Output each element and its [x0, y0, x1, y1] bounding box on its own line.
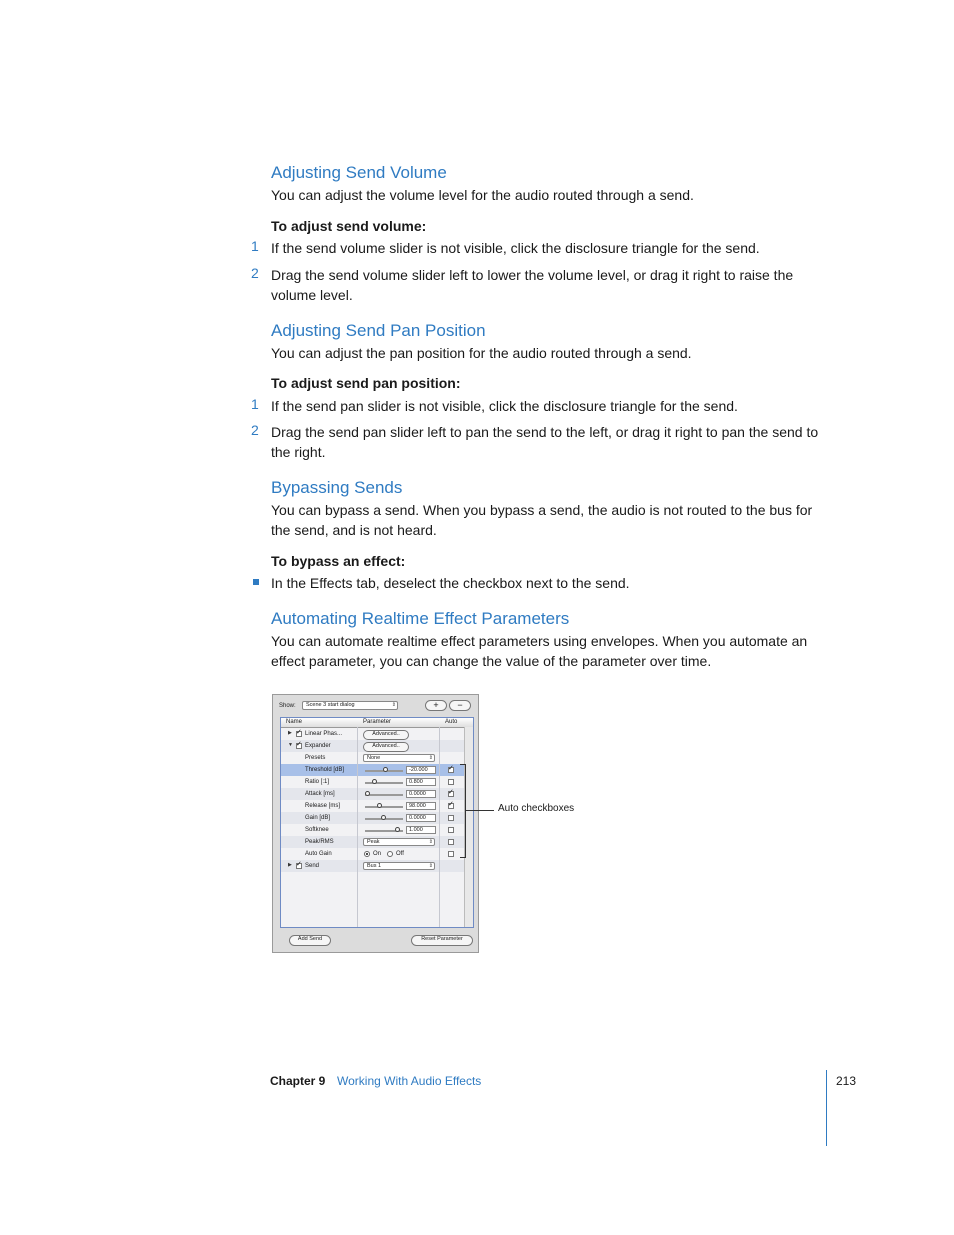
radio-label-on: On [373, 851, 382, 857]
table-row [281, 752, 465, 764]
paragraph: You can automate realtime effect parameters using envelopes. When you automate an effect parameter, you can change the value of the parameter over time. [271, 633, 808, 669]
plus-icon: + [433, 700, 439, 710]
auto-gain-on-radio[interactable] [364, 851, 370, 857]
step-number: 2 [251, 422, 259, 438]
row-name: Presets [305, 755, 326, 761]
column-divider [439, 727, 440, 927]
auto-checkbox[interactable] [448, 839, 454, 845]
column-divider [357, 727, 358, 927]
bullet-text: In the Effects tab, deselect the checkbox next to the send. [271, 575, 630, 591]
add-send-button[interactable]: Add Send [289, 935, 331, 946]
parameter-select[interactable] [363, 754, 435, 762]
reset-parameter-button[interactable]: Reset Parameter [411, 935, 473, 946]
table-row [281, 800, 465, 812]
table-row [281, 860, 465, 872]
effects-panel-figure [272, 694, 479, 953]
column-header-parameter: Parameter [363, 719, 392, 725]
auto-gain-off-radio[interactable] [387, 851, 393, 857]
parameter-value-field[interactable]: 0.0000 [406, 790, 436, 798]
column-header-name: Name [286, 719, 303, 725]
row-name: Threshold [dB] [305, 767, 345, 773]
row-name: Softknee [305, 827, 329, 833]
column-header-auto: Auto [445, 719, 458, 725]
task-heading: To adjust send pan position: [271, 375, 461, 391]
effect-enable-checkbox[interactable] [296, 863, 302, 869]
table-row [281, 836, 465, 848]
parameter-value-field[interactable]: 98.000 [406, 802, 436, 810]
slider-knob[interactable] [365, 791, 370, 796]
auto-checkbox[interactable] [448, 779, 454, 785]
table-row [281, 764, 465, 776]
row-name: Ratio [:1] [305, 779, 330, 785]
paragraph: You can bypass a send. When you bypass a send, the audio is not routed to the bus for the send, and is not heard. [271, 502, 813, 538]
select-value: None [367, 755, 381, 761]
page-number: 213 [836, 1074, 857, 1088]
heading-automating-parameters: Automating Realtime Effect Parameters [271, 609, 570, 628]
auto-checkbox[interactable] [448, 767, 454, 773]
step-number: 1 [251, 396, 259, 412]
heading-adjusting-send-volume: Adjusting Send Volume [271, 163, 447, 182]
table-row [281, 740, 465, 752]
table-row [281, 824, 465, 836]
parameter-select[interactable] [363, 838, 435, 846]
parameter-value-field[interactable]: 1.000 [406, 826, 436, 834]
paragraph: You can adjust the volume level for the audio routed through a send. [271, 187, 694, 203]
effect-enable-checkbox[interactable] [296, 743, 302, 749]
advanced-button[interactable]: Advanced.. [363, 742, 409, 752]
table-row [281, 812, 465, 824]
parameters-table [280, 717, 474, 928]
step-text: Drag the send pan slider left to pan the send to the left, or drag it right to pan the send to the right. [271, 424, 819, 460]
row-name: Attack [ms] [305, 791, 335, 797]
parameter-value-field[interactable]: 0.0000 [406, 814, 436, 822]
radio-label-off: Off [396, 851, 404, 857]
task-heading: To adjust send volume: [271, 218, 427, 234]
step-number: 1 [251, 238, 259, 254]
footer-chapter: Chapter 9 [270, 1074, 326, 1088]
disclosure-triangle-right-icon[interactable]: ▶ [288, 730, 292, 736]
parameter-slider[interactable] [365, 806, 403, 808]
step-number: 2 [251, 265, 259, 281]
step-text: If the send volume slider is not visible, click the disclosure triangle for the send. [271, 240, 760, 256]
row-name: Release [ms] [305, 803, 341, 809]
paragraph: You can adjust the pan position for the audio routed through a send. [271, 345, 692, 361]
remove-effect-button[interactable] [449, 700, 471, 711]
footer-rule [826, 1070, 827, 1146]
select-value: Peak [367, 839, 380, 845]
task-heading: To bypass an effect: [271, 553, 406, 569]
chevron-updown-icon: ⇕ [428, 839, 433, 845]
slider-knob[interactable] [395, 827, 400, 832]
table-row [281, 848, 465, 860]
advanced-button[interactable]: Advanced.. [363, 730, 409, 740]
auto-checkbox[interactable] [448, 827, 454, 833]
heading-adjusting-send-pan: Adjusting Send Pan Position [271, 321, 486, 340]
disclosure-triangle-down-icon[interactable]: ▼ [288, 742, 293, 748]
parameter-select[interactable] [363, 862, 435, 870]
auto-checkbox[interactable] [448, 815, 454, 821]
parameter-slider[interactable] [365, 794, 403, 796]
bullet-icon [253, 579, 259, 585]
slider-knob[interactable] [381, 815, 386, 820]
disclosure-triangle-right-icon[interactable]: ▶ [288, 862, 292, 868]
parameter-slider[interactable] [365, 782, 403, 784]
add-effect-button[interactable] [425, 700, 447, 711]
show-select-value: Scene 3 start dialog [306, 702, 355, 708]
row-name: Expander [305, 743, 331, 749]
table-row [281, 728, 465, 740]
table-row [281, 788, 465, 800]
table-header [281, 718, 473, 728]
chevron-updown-icon: ⇕ [391, 702, 396, 708]
step-text: If the send pan slider is not visible, click the disclosure triangle for the send. [271, 398, 738, 414]
chevron-updown-icon: ⇕ [428, 863, 433, 869]
slider-knob[interactable] [377, 803, 382, 808]
step-text: Drag the send volume slider left to lower the volume level, or drag it right to raise the volume level. [271, 267, 794, 303]
select-value: Bus 1 [367, 863, 382, 869]
show-select[interactable] [302, 701, 398, 710]
parameter-value-field[interactable]: -20.000 [406, 766, 436, 774]
row-name: Auto Gain [305, 851, 332, 857]
slider-knob[interactable] [372, 779, 377, 784]
auto-checkbox[interactable] [448, 803, 454, 809]
row-name: Linear Phas... [305, 731, 343, 737]
effect-enable-checkbox[interactable] [296, 731, 302, 737]
chevron-updown-icon: ⇕ [428, 755, 433, 761]
table-row [281, 776, 465, 788]
slider-knob[interactable] [383, 767, 388, 772]
auto-checkbox[interactable] [448, 851, 454, 857]
footer-chapter-title: Working With Audio Effects [337, 1074, 482, 1088]
parameter-value-field[interactable]: 0.800 [406, 778, 436, 786]
minus-icon: − [457, 700, 463, 710]
show-label: Show: [279, 703, 296, 709]
callout-auto-checkboxes: Auto checkboxes [498, 803, 575, 814]
heading-bypassing-sends: Bypassing Sends [271, 478, 403, 497]
auto-checkbox[interactable] [448, 791, 454, 797]
callout-line [466, 810, 494, 811]
callout-bracket [460, 764, 466, 858]
row-name: Gain [dB] [305, 815, 331, 821]
row-name: Peak/RMS [305, 839, 334, 845]
row-name: Send [305, 863, 320, 869]
